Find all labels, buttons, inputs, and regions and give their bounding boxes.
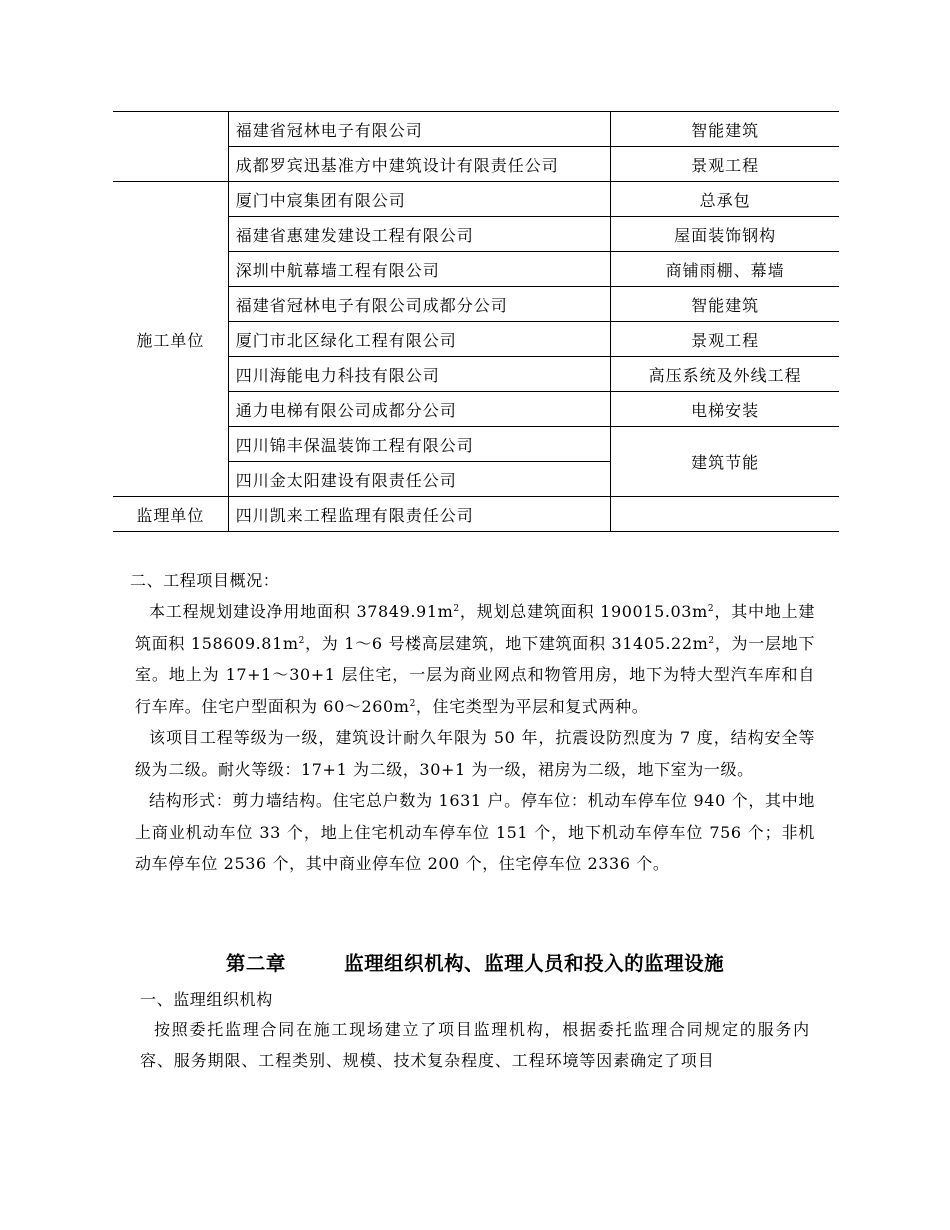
work-cell: 景观工程 — [611, 322, 839, 357]
section-heading-overview: 二、工程项目概况： — [130, 571, 280, 590]
company-cell: 厦门市北区绿化工程有限公司 — [228, 322, 611, 357]
company-cell: 福建省惠建发建设工程有限公司 — [228, 217, 611, 252]
chapter-title — [0, 948, 950, 976]
work-cell: 屋面装饰钢构 — [611, 217, 839, 252]
company-cell: 四川金太阳建设有限责任公司 — [228, 462, 611, 497]
company-cell: 厦门中宸集团有限公司 — [228, 182, 611, 217]
company-cell: 四川海能电力科技有限公司 — [228, 357, 611, 392]
table-row — [113, 112, 839, 147]
table-row — [113, 182, 839, 217]
participating-units-table — [113, 111, 839, 532]
unit-cell — [113, 147, 228, 182]
work-cell: 景观工程 — [611, 147, 839, 182]
company-cell: 四川凯来工程监理有限责任公司 — [228, 497, 611, 532]
company-cell: 四川锦丰保温装饰工程有限公司 — [228, 427, 611, 462]
section-heading-org: 一、监理组织机构 — [140, 990, 273, 1009]
unit-cell-construction: 施工单位 — [113, 182, 228, 497]
work-cell — [611, 497, 839, 532]
company-cell: 福建省冠林电子有限公司 — [228, 112, 611, 147]
table-row — [113, 497, 839, 532]
unit-cell-supervision: 监理单位 — [113, 497, 228, 532]
chapter-name: 监理组织机构、监理人员和投入的监理设施 — [344, 952, 725, 975]
org-section — [140, 1015, 810, 1076]
work-cell: 电梯安装 — [611, 392, 839, 427]
org-paragraph-1: 按照委托监理合同在施工现场建立了项目监理机构，根据委托监理合同规定的服务内容、服务期限、工程类别、规模、技术复杂程度、工程环境等因素确定了项目 — [140, 1020, 810, 1070]
work-cell: 建筑节能 — [611, 427, 839, 497]
unit-cell — [113, 112, 228, 147]
company-cell: 通力电梯有限公司成都分公司 — [228, 392, 611, 427]
company-cell: 深圳中航幕墙工程有限公司 — [228, 252, 611, 287]
table-row — [113, 147, 839, 182]
overview-paragraph-1: 本工程规划建设净用地面积 $37849.91m^2$，规划总建筑面积 $190015.03m^2$，其中地上建筑面积 $158609.81m^2$，为 1～6 号楼高层建筑，地下建筑面积 $31405.22m^2$，为一层地下室。地上为 17+1～30+1 层住宅，一层为商业网点和物管用房，地下为特大型汽车库和自行车库。住宅户型面积为 $60\sim 260m^2$，住宅类型为平层和复式两种。 — [135, 602, 815, 716]
company-cell: 福建省冠林电子有限公司成都分公司 — [228, 287, 611, 322]
work-cell: 商铺雨棚、幕墙 — [611, 252, 839, 287]
work-cell: 智能建筑 — [611, 112, 839, 147]
work-cell: 总承包 — [611, 182, 839, 217]
company-cell: 成都罗宾迅基准方中建筑设计有限责任公司 — [228, 147, 611, 182]
chapter-number: 第二章 — [225, 952, 286, 975]
work-cell: 智能建筑 — [611, 287, 839, 322]
overview-paragraph-3: 结构形式：剪力墙结构。住宅总户数为 1631 户。停车位：机动车停车位 940 个，其中地上商业机动车位 33 个，地上住宅机动车停车位 151 个，地下机动车停车位 756 个；非机动车停车位 2536 个，其中商业停车位 200 个，住宅停车位 2336 个。 — [135, 791, 815, 873]
overview-section — [135, 596, 815, 880]
overview-paragraph-2: 该项目工程等级为一级，建筑设计耐久年限为 50 年，抗震设防烈度为 7 度，结构安全等级为二级。耐火等级：17+1 为二级，30+1 为一级，裙房为二级，地下室为一级。 — [135, 728, 815, 779]
work-cell: 高压系统及外线工程 — [611, 357, 839, 392]
